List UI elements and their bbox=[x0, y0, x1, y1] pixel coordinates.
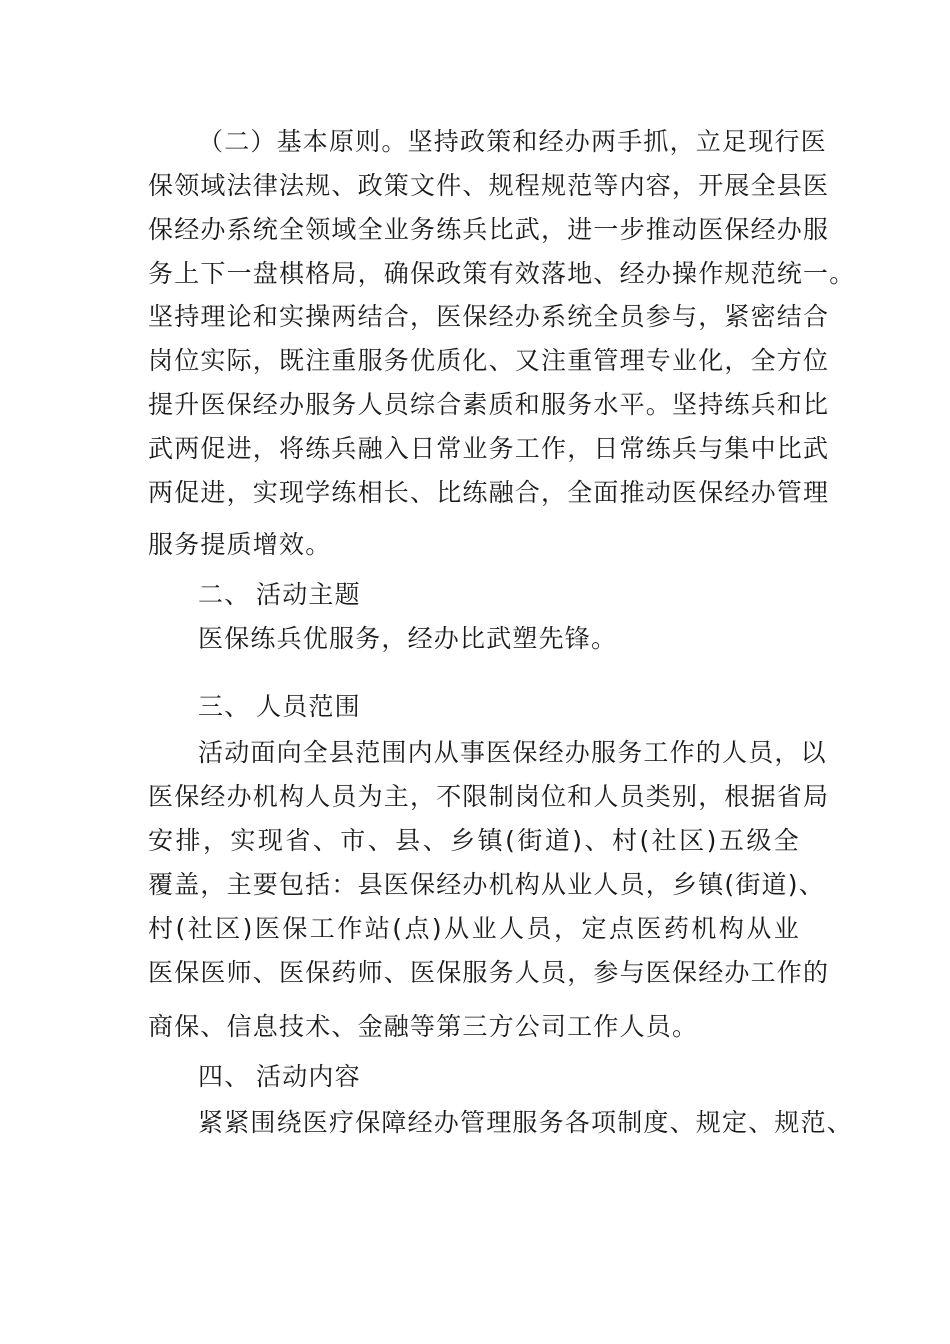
principles-line-1: （二）基本原则。坚持政策和经办两手抓，立足现行医 bbox=[198, 127, 827, 156]
principles-line-2: 保领域法律法规、政策文件、规程规范等内容，开展全县医 bbox=[148, 171, 830, 200]
theme-heading-title: 活动主题 bbox=[256, 580, 361, 609]
principles-line-8: 武两促进，将练兵融入日常业务工作，日常练兵与集中比武 bbox=[148, 434, 830, 463]
scope-line-5: 村(社区)医保工作站(点)从业人员，定点医药机构从业 bbox=[148, 914, 800, 943]
scope-line-3: 安排，实现省、市、县、乡镇(街道)、村(社区)五级全 bbox=[148, 826, 800, 855]
principles-line-3: 保经办系统全领域全业务练兵比武，进一步推动医保经办服 bbox=[148, 215, 830, 244]
scope-line-4: 覆盖，主要包括：县医保经办机构从业人员，乡镇(街道)、 bbox=[148, 870, 825, 899]
scope-line-6: 医保医师、医保药师、医保服务人员，参与医保经办工作的 bbox=[148, 958, 830, 987]
principles-line-4: 务上下一盘棋格局，确保政策有效落地、经办操作规范统一。 bbox=[148, 259, 856, 288]
content-heading-title: 活动内容 bbox=[256, 1062, 361, 1091]
theme-heading-number: 二、 bbox=[198, 580, 251, 609]
content-heading bbox=[198, 1062, 498, 1092]
scope-line-1: 活动面向全县范围内从事医保经办服务工作的人员，以 bbox=[198, 738, 827, 767]
principles-line-7: 提升医保经办服务人员综合素质和服务水平。坚持练兵和比 bbox=[148, 390, 830, 419]
theme-text: 医保练兵优服务，经办比武塑先锋。 bbox=[198, 624, 618, 653]
principles-line-10: 服务提质增效。 bbox=[148, 530, 332, 559]
scope-line-7: 商保、信息技术、金融等第三方公司工作人员。 bbox=[148, 1012, 699, 1041]
theme-heading bbox=[198, 580, 498, 610]
scope-heading-number: 三、 bbox=[198, 692, 251, 721]
content-text: 紧紧围绕医疗保障经办管理服务各项制度、规定、规范、 bbox=[198, 1108, 854, 1137]
principles-line-5: 坚持理论和实操两结合，医保经办系统全员参与，紧密结合 bbox=[148, 302, 830, 331]
scope-line-2: 医保经办机构人员为主，不限制岗位和人员类别，根据省局 bbox=[148, 782, 830, 811]
scope-heading bbox=[198, 692, 498, 722]
principles-line-6: 岗位实际，既注重服务优质化、又注重管理专业化，全方位 bbox=[148, 346, 830, 375]
principles-line-9: 两促进，实现学练相长、比练融合，全面推动医保经办管理 bbox=[148, 478, 830, 507]
scope-heading-title: 人员范围 bbox=[256, 692, 361, 721]
content-heading-number: 四、 bbox=[198, 1062, 251, 1091]
